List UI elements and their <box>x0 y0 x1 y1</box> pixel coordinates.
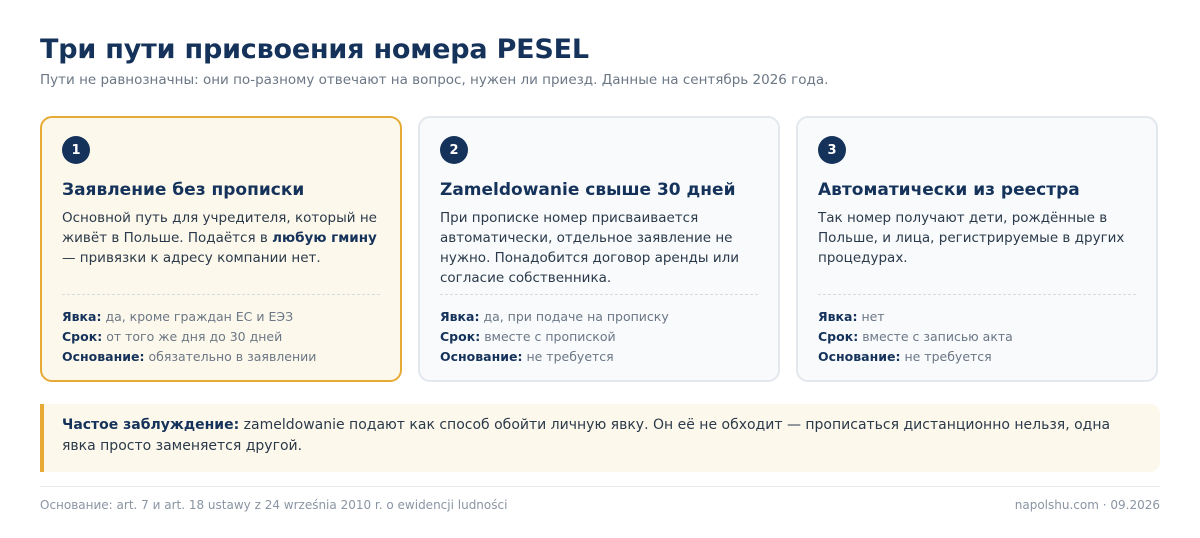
fact-term <box>818 327 1136 347</box>
step-number-badge: 3 <box>818 136 846 164</box>
fact-key: Срок: <box>440 329 481 344</box>
fact-key: Основание: <box>62 349 145 364</box>
fact-appearance <box>62 307 380 327</box>
fact-value: вместе с записью акта <box>862 329 1013 344</box>
fact-value: обязательно в заявлении <box>148 349 317 364</box>
footer-source: Основание: art. 7 и art. 18 ustawy z 24 września 2010 r. o ewidencji ludności <box>40 498 508 512</box>
card-facts <box>62 294 380 367</box>
path-card-registry <box>796 116 1158 382</box>
fact-key: Основание: <box>818 349 901 364</box>
fact-key: Явка: <box>818 309 858 324</box>
path-card-application <box>40 116 402 382</box>
fact-key: Явка: <box>440 309 480 324</box>
footer <box>40 486 1160 512</box>
page <box>40 32 1160 472</box>
fact-appearance <box>440 307 758 327</box>
fact-value: да, при подаче на прописку <box>483 309 669 324</box>
fact-key: Основание: <box>440 349 523 364</box>
fact-value: не требуется <box>526 349 614 364</box>
callout-label: Частое заблуждение: <box>62 417 240 433</box>
misconception-callout <box>40 404 1160 472</box>
callout-text: zameldowanie подают как способ обойти личную явку. Он её не обходит — прописаться дистанционно нельзя, одна явка просто заменяется другой. <box>62 417 1111 454</box>
card-title: Автоматически из реестра <box>818 180 1080 200</box>
fact-value: да, кроме граждан ЕС и ЕЭЗ <box>105 309 294 324</box>
card-text-emphasis: любую гмину <box>272 230 377 246</box>
fact-basis <box>440 347 758 367</box>
fact-term <box>440 327 758 347</box>
card-text-part: — привязки к адресу компании нет. <box>62 250 321 266</box>
fact-term <box>62 327 380 347</box>
fact-key: Срок: <box>62 329 103 344</box>
card-description: При прописке номер присваивается автоматически, отдельное заявление не нужно. Понадобится договор аренды или согласие собственника. <box>440 210 740 286</box>
fact-key: Явка: <box>62 309 102 324</box>
fact-value: вместе с пропиской <box>484 329 616 344</box>
fact-key: Срок: <box>818 329 859 344</box>
step-number-badge: 1 <box>62 136 90 164</box>
fact-basis <box>818 347 1136 367</box>
path-card-zameldowanie <box>418 116 780 382</box>
fact-value: от того же дня до 30 дней <box>106 329 283 344</box>
card-text-part: Основной путь для учредителя, который не живёт в Польше. Подаётся в <box>62 210 377 246</box>
card-facts <box>440 294 758 367</box>
paths-cards <box>40 116 1160 382</box>
fact-appearance <box>818 307 1136 327</box>
fact-value: не требуется <box>904 349 992 364</box>
step-number-badge: 2 <box>440 136 468 164</box>
card-facts <box>818 294 1136 367</box>
card-title: Zameldowanie свыше 30 дней <box>440 180 736 200</box>
fact-value: нет <box>861 309 885 324</box>
fact-basis <box>62 347 380 367</box>
page-subtitle: Пути не равнозначны: они по-разному отвечают на вопрос, нужен ли приезд. Данные на сентябрь 2026 года. <box>40 72 829 88</box>
card-description: Так номер получают дети, рождённые в Польше, и лица, регистрируемые в других процедурах. <box>818 210 1125 266</box>
card-title: Заявление без прописки <box>62 180 305 200</box>
page-title: Три пути присвоения номера PESEL <box>40 34 589 65</box>
card-description <box>62 208 380 268</box>
footer-site: napolshu.com · 09.2026 <box>1014 498 1160 512</box>
